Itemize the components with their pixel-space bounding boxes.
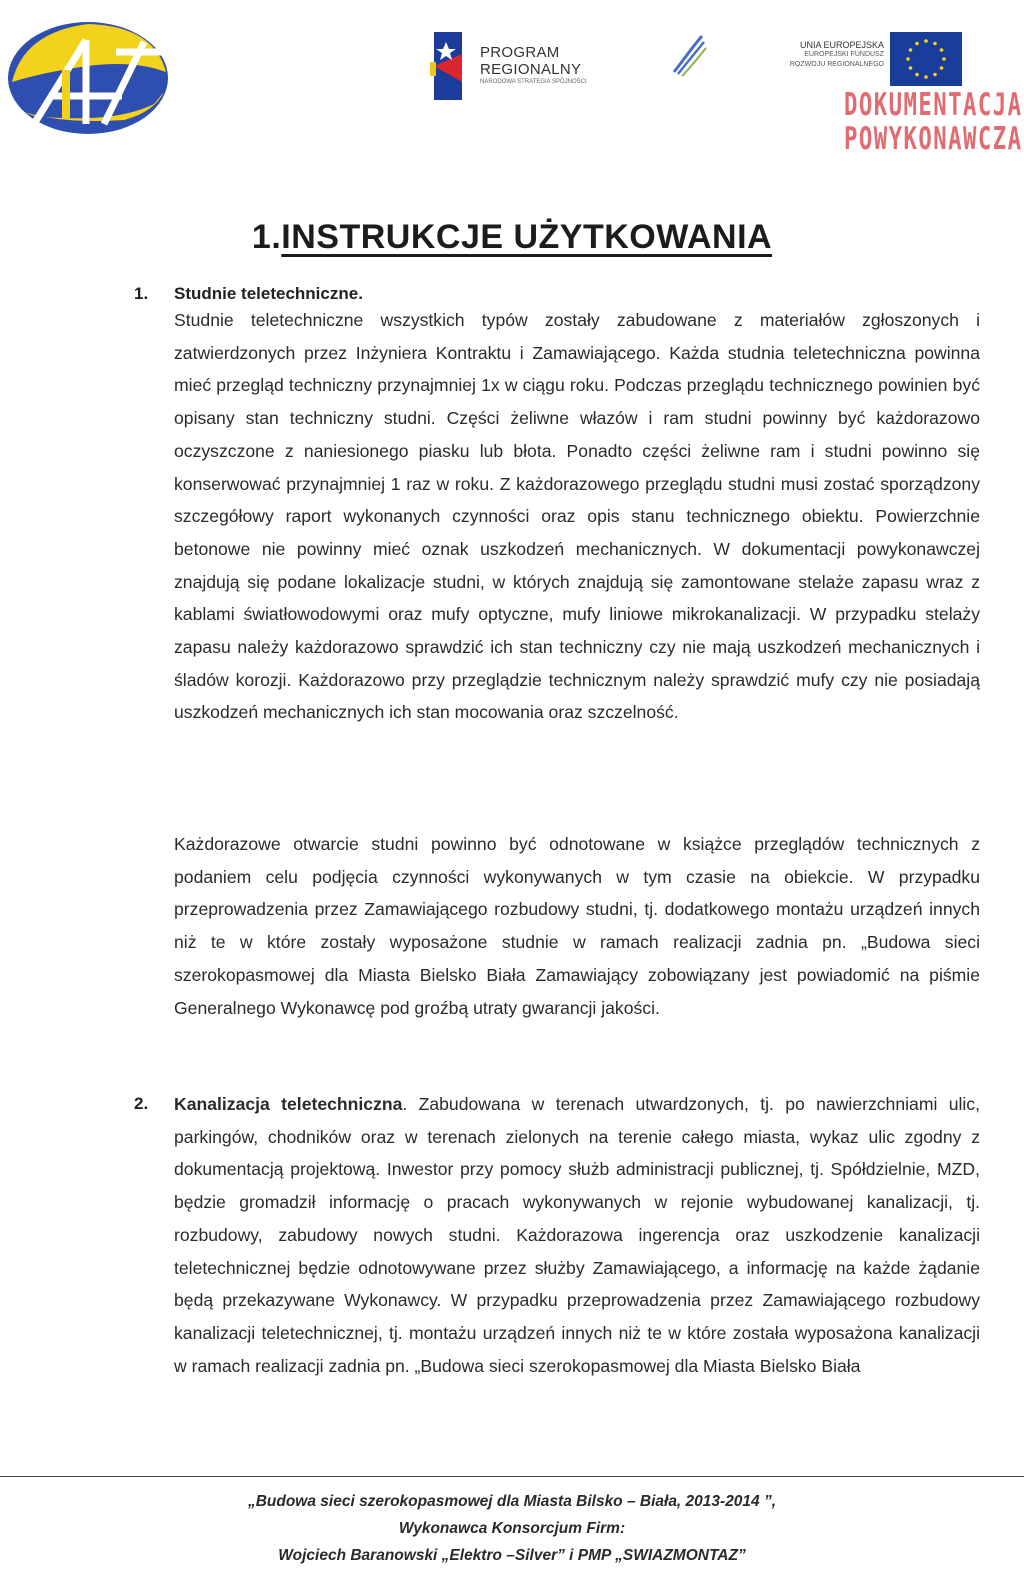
page-title	[0, 218, 1024, 257]
section-paragraph	[174, 1088, 980, 1382]
section-paragraph: Każdorazowe otwarcie studni powinno być odnotowane w książce przeglądów technicznych z podaniem celu podjęcia czynności wykonywanych w tym czasie na obiekcie. W przypadku przeprowadzenia przez Zamawiającego rozbudowy studni, tj. dodatkowego montażu urządzeń innych niż te w które zostały wyposażone studnie w ramach realizacji zadnia pn. „Budowa sieci szerokopasmowej dla Miasta Bielsko Biała Zamawiający zobowiązany jest powiadomić na piśmie Generalnego Wykonawcę pod groźbą utraty gwarancji jakości.	[174, 834, 980, 1018]
program-regionalny-logo	[430, 32, 650, 102]
program-logo-line2: REGIONALNY	[480, 61, 582, 78]
section-paragraph: Studnie teletechniczne wszystkich typów zostały zabudowane z materiałów zgłoszonych i zatwierdzonych przez Inżyniera Kontraktu i Zamawiającego. Każda studnia teletechniczna powinna mieć przegląd techniczny przynajmniej 1x w ciągu roku. Podczas przeglądu technicznego powinien być opisany stan techniczny studni. Części żeliwne włazów i ram studni powinny być każdorazowo oczyszczone z naniesionego piasku lub błota. Ponadto części żeliwne ram i studni powinno się konserwować przynajmniej 1 raz w roku. Z każdorazowego przeglądu studni musi zostać sporządzony szczegółowy raport wykonanych czynności oraz opis stanu technicznego obiektu. Powierzchnie betonowe nie powinny mieć oznak uszkodzeń mechanicznych. W dokumentacji powykonawczej znajdują się podane lokalizacje studni, w których znajdują się zamontowane stelaże zapasu wraz z kablami światłowodowymi oraz mufy optyczne, mufy liniowe mikrokanalizacji. W przypadku stelaży zapasu należy każdorazowo sprawdzić ich stan techniczny czy nie mają uszkodzeń mechanicznych i śladów korozji. Każdorazowo przy przeglądzie technicznym należy sprawdzić mufy czy nie posiadają uszkodzeń mechanicznych ich stan mocowania oraz szczelność.	[174, 310, 980, 723]
program-logo-line1: PROGRAM	[480, 44, 560, 61]
page-footer	[0, 1488, 1024, 1569]
title-number: 1.	[251, 218, 282, 256]
section-text: . Zabudowana w terenach utwardzonych, tj. po nawierzchniami ulic, parkingów, chodników oraz w terenach zielonych na terenie całego miasta, wykaz ulic zgodny z dokumentacją projektową. Inwestor przy pomocy służb administracji publicznej, tj. Spółdzielnie, MZD, będzie gromadził informację o pracach wykonywanych w rejonie wybudowanej kanalizacji, tj. rozbudowy, zabudowy nowych studni. Każdorazowa ingerencja oraz uszkodzenie kanalizacji teletechnicznej będzie odnotowywane przez służby Zamawiającego, a informację na każde żądanie będą przekazywane Wykonawcy. W przypadku przeprowadzenia przez Zamawiającego rozbudowy kanalizacji teletechnicznej, tj. montażu urządzeń innych niż te w które została wyposażona kanalizacji w ramach realizacji zadnia pn. „Budowa sieci szerokopasmowej dla Miasta Bielsko Biała	[174, 1094, 980, 1376]
eu-line3: ROZWOJU REGIONALNEGO	[789, 61, 884, 68]
footer-contractors: Wojciech Baranowski „Elektro –Silver” i PMP „SWIAZMONTAZ”	[278, 1547, 746, 1564]
section-heading: Studnie teletechniczne.	[174, 284, 363, 303]
stamp-dokumentacja-powykonawcza	[844, 87, 1023, 157]
title-text: INSTRUKCJE UŻYTKOWANIA	[281, 218, 773, 256]
section-heading: Kanalizacja teletechniczna	[174, 1094, 403, 1114]
eu-line1: UNIA EUROPEJSKA	[799, 40, 884, 50]
company-logo	[4, 12, 172, 136]
footer-project: „Budowa sieci szerokopasmowej dla Miasta Bilsko – Biała, 2013-2014 ”,	[247, 1493, 777, 1510]
eu-flag-icon	[890, 32, 962, 86]
eu-logo-text	[756, 40, 884, 70]
section-number: 1.	[134, 284, 149, 303]
section-number: 2.	[134, 1094, 149, 1113]
program-flag-icon	[430, 32, 472, 100]
footer-divider	[0, 1476, 1024, 1477]
footer-contractor-label: Wykonawca Konsorcjum Firm:	[398, 1520, 626, 1537]
stamp-line1: DOKUMENTACJA	[844, 87, 1023, 123]
program-logo-small: NARODOWA STRATEGIA SPÓJNOŚCI	[480, 79, 587, 85]
stamp-line2: POWYKONAWCZA	[844, 121, 1023, 157]
eu-line2: EUROPEJSKI FUNDUSZ	[804, 51, 884, 58]
region-swirl-icon	[668, 32, 708, 78]
